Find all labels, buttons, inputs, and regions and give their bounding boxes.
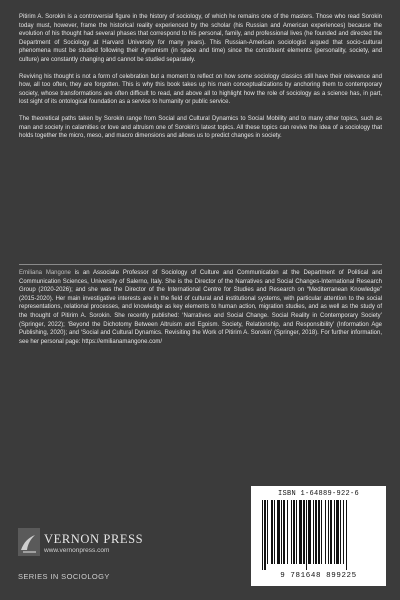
barcode-icon <box>261 500 379 570</box>
section-divider <box>19 264 382 265</box>
barcode-bar <box>293 500 295 564</box>
barcode-bar <box>262 500 263 570</box>
barcode-bar <box>308 500 311 564</box>
barcode-bar <box>264 500 266 570</box>
barcode-bar <box>306 500 307 570</box>
barcode-bar <box>296 500 297 564</box>
barcode-bar <box>281 500 282 564</box>
barcode-bar <box>274 500 275 564</box>
barcode-bar <box>299 500 302 564</box>
publisher-name: VERNON PRESS <box>44 532 144 546</box>
barcode-bar <box>283 500 285 564</box>
barcode-bar <box>318 500 320 564</box>
barcode-bar <box>287 500 288 564</box>
barcode-bar <box>313 500 314 564</box>
description-paragraph-1: Pitirim A. Sorokin is a controversial figure in the history of sociology, of which he remains one of the masters. Those who read Sorokin today must, however, frame the historical reality experienced by the scholar (his Russian and American experiences) because the evolution of his thought had several phases that correspond to his personal, family, and professional lives (he founded and directed the Department of Sociology at Harvard University for many years). This Russian-American sociologist argued that socio-cultural phenomena must be studied following their dynamism (in space and time) since the constituent elements (personality, society, and culture) are constantly changing and cannot be studied separately. <box>19 14 382 63</box>
barcode-bar <box>271 500 273 564</box>
barcode-bar <box>346 500 347 570</box>
barcode-bar <box>315 500 317 564</box>
barcode-bar <box>277 500 280 564</box>
barcode-bar <box>291 500 292 564</box>
author-bio <box>19 269 382 346</box>
barcode-bar <box>328 500 329 564</box>
barcode-panel <box>251 486 386 586</box>
isbn-text: ISBN 1-64889-922-6 <box>277 490 359 498</box>
barcode-bar <box>303 500 305 564</box>
book-description <box>19 13 382 149</box>
barcode-bar <box>325 500 326 564</box>
barcode-bar <box>336 500 339 564</box>
barcode-bar <box>321 500 322 564</box>
ean-number: 9 781648 899225 <box>280 572 357 580</box>
description-paragraph-3: The theoretical paths taken by Sorokin range from Social and Cultural Dynamics to Social Mobility and to many other topics, such as man and society in calamities or love and altruism one of Sorokin’s latest topics. All these topics can revive the idea of a sociology that holds together the micro, meso, and macro dimensions and allows us to predict changes in society. <box>19 115 382 140</box>
barcode-bar <box>267 500 268 564</box>
barcode-bar <box>340 500 341 564</box>
description-paragraph-2: Reviving his thought is not a form of celebration but a moment to reflect on how some sociology classics still have their relevance and how, all too often, they are forgotten. This is why this book takes up his main conceptualizations by anchoring them to contemporary society, whose transformations are often difficult to read, and above all to highlight how the role of sociology as a science has, in part, lost sight of its ontological foundation as a service to humanity or public service. <box>19 73 382 106</box>
vernon-press-logo-icon <box>18 528 40 556</box>
barcode-bar <box>334 500 335 564</box>
series-name: SERIES IN SOCIOLOGY <box>18 572 110 581</box>
barcode-bar <box>330 500 332 564</box>
author-name: Emiliana Mangone <box>19 270 71 276</box>
author-bio-text: is an Associate Professor of Sociology of Culture and Communication at the Department of Political and Communication Sciences, University of Salerno, Italy. She is the Director of the Narratives and Social Changes-International Research Group (2020-2026); and she was the Director of the International Centre for Studies and Research on “Mediterranean Knowledge” (2015-2020). Her main investigative interests are in the field of cultural and institutional systems, with particular attention to the social representations, relational processes, and knowledge as key elements to human action, migration studies, and as well as the study of the thought of Pitirim A. Sorokin. She recently published: ‘Narratives and Social Change. Social Reality in Contemporary Society’ (Springer, 2022); ‘Beyond the Dichotomy Between Altruism and Egoism. Society, Relationship, and Responsibility’ (Information Age Publishing, 2020); and ‘Social and Cultural Dynamics. Revisiting the Work of Pitirim A. Sorokin’ (Springer, 2018). For further information, see her personal page: https://emilianamangone.com/ <box>19 270 382 345</box>
publisher-url: www.vernonpress.com <box>44 547 110 554</box>
barcode-bar <box>343 500 344 564</box>
